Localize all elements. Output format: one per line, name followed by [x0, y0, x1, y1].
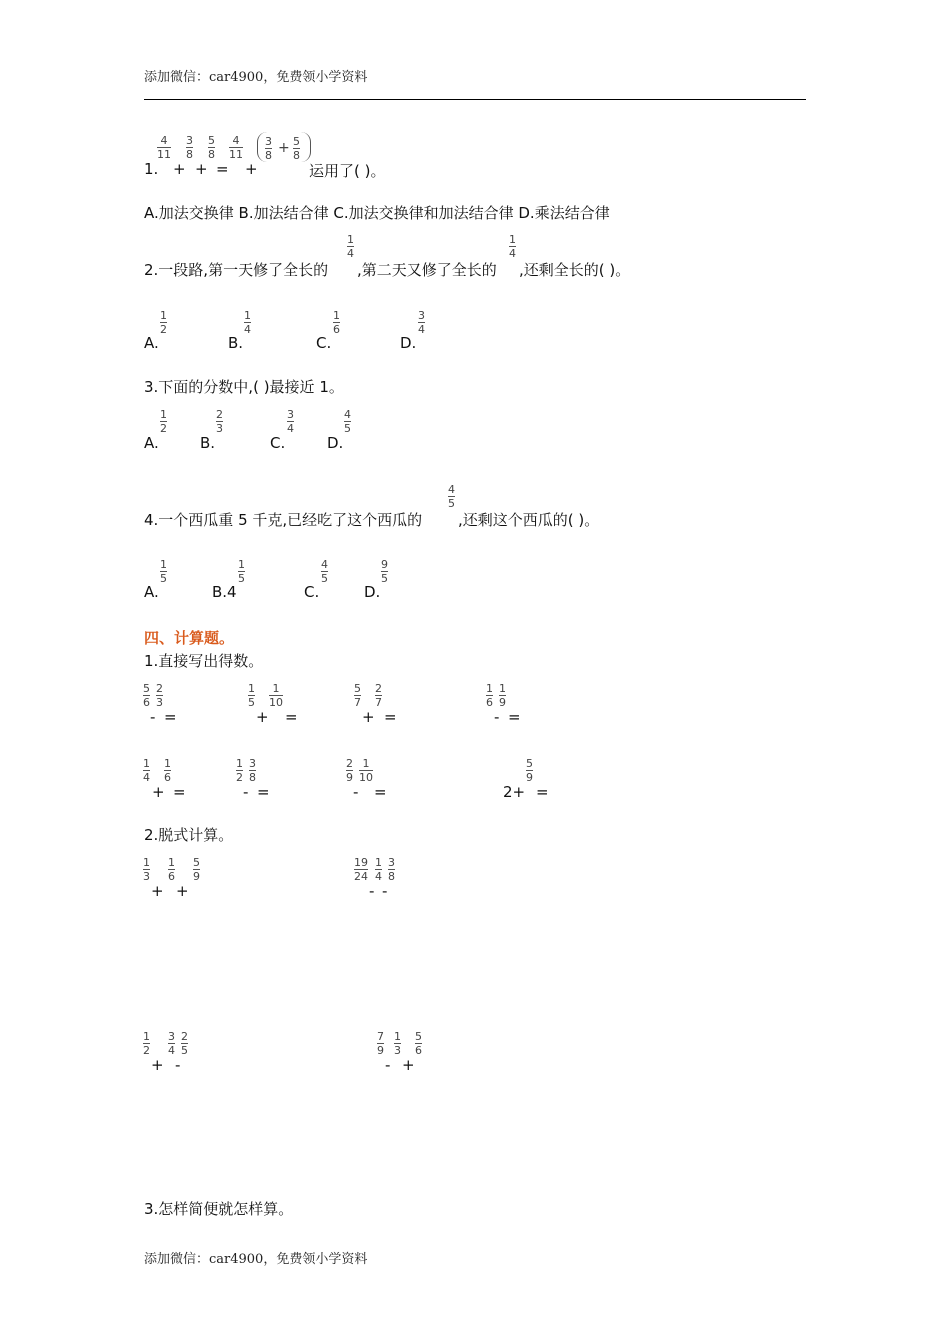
- fraction: 1 3: [143, 856, 150, 883]
- two-plus: 2+: [503, 783, 526, 801]
- fraction: 2 3: [216, 408, 223, 435]
- fraction: 5 7: [354, 682, 361, 709]
- fraction: 3 4: [168, 1030, 175, 1057]
- plus-sign: +: [278, 140, 290, 156]
- fraction: 1 6: [333, 309, 340, 336]
- fraction: 1 2: [143, 1030, 150, 1057]
- fraction: 1 10: [269, 682, 283, 709]
- fraction: 2 9: [346, 757, 353, 784]
- equals-sign: =: [173, 783, 186, 801]
- fraction: 1 2: [160, 309, 167, 336]
- header-rule: [144, 99, 806, 100]
- section-title: 四、计算题。: [144, 629, 235, 647]
- fraction: 1 5: [248, 682, 255, 709]
- q3-option-a: A.: [144, 434, 159, 452]
- fraction: 1 6: [486, 682, 493, 709]
- fraction: 1 2: [160, 408, 167, 435]
- plus-sign: +: [151, 1056, 164, 1074]
- fraction: 1 3: [394, 1030, 401, 1057]
- fraction: 1 4: [347, 233, 354, 260]
- q3-option-b: B.: [200, 434, 216, 452]
- fraction: 3 8: [388, 856, 395, 883]
- q3-option-d: D.: [327, 434, 344, 452]
- page-footer: 添加微信：car4900，免费领小学资料: [144, 1252, 368, 1267]
- minus-sign: -: [243, 783, 249, 801]
- q2-option-b: B.: [228, 334, 244, 352]
- fraction: 2 5: [181, 1030, 188, 1057]
- plus-sign: +: [151, 882, 164, 900]
- fraction: 5 8: [208, 134, 215, 161]
- plus-sign: +: [402, 1056, 415, 1074]
- q4-option-c: C.: [304, 583, 320, 601]
- fraction: 5 9: [193, 856, 200, 883]
- q4-option-a: A.: [144, 583, 159, 601]
- fraction: 3 8: [265, 135, 272, 162]
- fraction: 4 11: [229, 134, 243, 161]
- plus-sign: +: [256, 708, 269, 726]
- fraction: 3 4: [287, 408, 294, 435]
- fraction: 9 5: [381, 558, 388, 585]
- fraction: 1 4: [143, 757, 150, 784]
- fraction: 2 7: [375, 682, 382, 709]
- q3-stem: 3.下面的分数中,( )最接近 1。: [144, 378, 344, 396]
- fraction: 4 5: [448, 483, 455, 510]
- fraction: 1 4: [509, 233, 516, 260]
- equals-sign: =: [257, 783, 270, 801]
- equals-sign: =: [508, 708, 521, 726]
- fraction: 1 2: [236, 757, 243, 784]
- equals-sign: =: [536, 783, 549, 801]
- q1-number: 1.: [144, 160, 159, 178]
- minus-sign: -: [382, 882, 388, 900]
- q4-option-d: D.: [364, 583, 381, 601]
- fraction: 4 5: [344, 408, 351, 435]
- minus-sign: -: [385, 1056, 391, 1074]
- fraction: 4 11: [157, 134, 171, 161]
- fraction: 3 4: [418, 309, 425, 336]
- q2-option-a: A.: [144, 334, 159, 352]
- fraction: 1 4: [244, 309, 251, 336]
- q2-option-d: D.: [400, 334, 417, 352]
- plus-sign: +: [152, 783, 165, 801]
- minus-sign: -: [353, 783, 359, 801]
- fraction: 7 9: [377, 1030, 384, 1057]
- page-header: 添加微信：car4900，免费领小学资料: [144, 70, 368, 85]
- fraction: 1 10: [359, 757, 373, 784]
- subsection-steps: 2.脱式计算。: [144, 826, 234, 844]
- q2-option-c: C.: [316, 334, 332, 352]
- fraction: 5 9: [526, 757, 533, 784]
- minus-sign: -: [494, 708, 500, 726]
- fraction: 5 6: [415, 1030, 422, 1057]
- equals-sign: =: [216, 160, 229, 178]
- fraction: 19 24: [354, 856, 368, 883]
- q3-option-c: C.: [270, 434, 286, 452]
- fraction: 1 5: [238, 558, 245, 585]
- q2-stem-part3: ,还剩全长的( )。: [519, 261, 631, 279]
- fraction: 1 9: [499, 682, 506, 709]
- fraction: 5 6: [143, 682, 150, 709]
- plus-sign: +: [362, 708, 375, 726]
- fraction: 5 8: [293, 135, 300, 162]
- minus-sign: -: [369, 882, 375, 900]
- minus-sign: -: [175, 1056, 181, 1074]
- q4-option-b: B.4: [212, 583, 237, 601]
- q2-stem-part1: 2.一段路,第一天修了全长的: [144, 261, 329, 279]
- equals-sign: =: [164, 708, 177, 726]
- fraction: 4 5: [321, 558, 328, 585]
- subsection-simplify: 3.怎样简便就怎样算。: [144, 1200, 294, 1218]
- fraction: 3 8: [249, 757, 256, 784]
- fraction: 2 3: [156, 682, 163, 709]
- q1-tail: 运用了( )。: [309, 162, 386, 180]
- equals-sign: =: [285, 708, 298, 726]
- fraction: 1 4: [375, 856, 382, 883]
- subsection-direct: 1.直接写出得数。: [144, 652, 264, 670]
- fraction: 1 6: [164, 757, 171, 784]
- fraction: 1 6: [168, 856, 175, 883]
- q4-stem-part1: 4.一个西瓜重 5 千克,已经吃了这个西瓜的: [144, 511, 423, 529]
- plus-sign: +: [176, 882, 189, 900]
- fraction: 1 5: [160, 558, 167, 585]
- q4-stem-part2: ,还剩这个西瓜的( )。: [458, 511, 600, 529]
- plus-sign: +: [195, 160, 208, 178]
- equals-sign: =: [374, 783, 387, 801]
- plus-sign: +: [245, 160, 258, 178]
- q2-stem-part2: ,第二天又修了全长的: [357, 261, 497, 279]
- minus-sign: -: [150, 708, 156, 726]
- equals-sign: =: [384, 708, 397, 726]
- plus-sign: +: [173, 160, 186, 178]
- q1-options: A.加法交换律 B.加法结合律 C.加法交换律和加法结合律 D.乘法结合律: [144, 204, 610, 222]
- fraction: 3 8: [186, 134, 193, 161]
